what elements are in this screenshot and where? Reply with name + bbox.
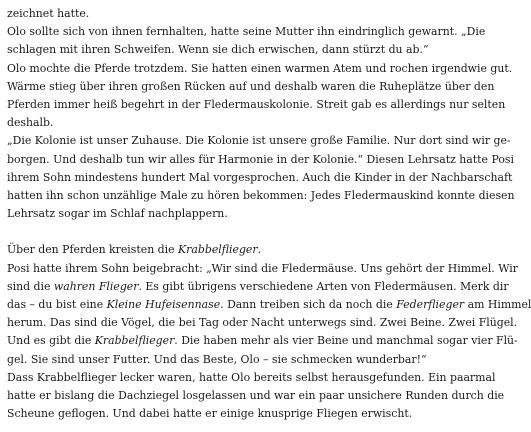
text-run: deshalb. [7,116,54,130]
text-run: ihrem Sohn mindestens hundert Mal vorgesprochen. Auch die Kinder in der Nachbarschaft [7,170,513,184]
text-line [7,278,509,296]
text-run: herum. Das sind die Vögel, die bei Tag oder Nacht unterwegs sind. Zwei Beine. Zwei Flügel. [7,316,518,330]
text-line [7,351,457,369]
text-line [7,41,457,59]
text-line [7,169,513,187]
text-line [7,5,457,23]
text-line [7,96,506,114]
text-run: am Himmel [464,298,531,312]
text-run: borgen. Und deshalb tun wir alles für Harmonie in der Kolonie.“ Diesen Lehrsatz hatte Posi [7,152,514,166]
text-run: . Die haben mehr als vier Beine und manchmal sogar vier Flü- [174,334,518,348]
italic-term: Kleine Hufeisennase [106,298,221,312]
text-line [7,369,496,387]
italic-term: wahren Flieger [53,279,139,293]
text-run: Olo sollte sich von ihnen fernhalten, hatte seine Mutter ihn eindringlich gewarnt. „Die [7,25,486,39]
text-line [7,296,531,314]
paragraph [7,369,505,424]
paragraph [7,60,513,133]
text-run: Olo mochte die Pferde trotzdem. Sie hatten einen warmen Atem und rochen irgendwie gut. [7,61,513,75]
paragraph [7,23,486,59]
text-run: Über den Pferden kreisten die [7,243,179,257]
text-line [7,332,518,350]
text-line [7,114,457,132]
paragraph [7,260,531,369]
text-line [7,23,486,41]
text-line [7,314,518,332]
text-line [7,132,511,150]
text-run: sind die [7,279,54,293]
text-run: hatte er bislang die Dachziegel losgelassen und war ein paar unsichere Runden durch die [7,389,505,403]
text-run: . Dann treiben sich da noch die [220,298,397,312]
text-line [7,60,513,78]
italic-term: Krabbelflieger [178,243,258,257]
text-run: Wärme stieg über ihren großen Rücken auf und deshalb waren die Ruheplätze über den [7,79,495,93]
text-run: zeichnet hatte. [7,7,90,20]
text-run: Lehrsatz sogar im Schlaf nachplappern. [7,207,228,221]
paragraph [7,241,457,259]
italic-term: Federflieger [396,298,465,312]
text-line [7,387,505,405]
text-line [7,187,515,205]
text-run: gel. Sie sind unser Futter. Und das Beste, Olo – sie schmecken wunderbar!“ [7,352,427,366]
italic-term: Krabbelflieger [94,334,175,348]
text-run: Pferden immer heiß begehrt in der Fledermauskolonie. Streit gab es allerdings nur selten [7,98,506,112]
text-line [7,205,457,223]
paragraph [7,132,515,223]
text-run: Scheune geflogen. Und dabei hatte er einige knusprige Fliegen erwischt. [7,407,413,421]
text-line [7,151,514,169]
paragraph-gap [7,223,457,241]
text-line [7,241,457,259]
text-run: Und es gibt die [7,334,95,348]
text-run: das – du bist eine [7,298,107,312]
text-line [7,78,495,96]
text-line [7,260,518,278]
text-run: Posi hatte ihrem Sohn beigebracht: „Wir sind die Fledermäuse. Uns gehört der Himmel. Wir [7,261,518,275]
text-run: „Die Kolonie ist unser Zuhause. Die Kolonie ist unsere große Familie. Nur dort sind wir ge- [7,134,511,148]
text-run: Dass Krabbelflieger lecker waren, hatte Olo bereits selbst herausgefunden. Ein paarmal [7,370,496,384]
text-run: . [257,243,262,257]
text-run: hatten ihn schon unzählige Male zu hören bekommen: Jedes Fledermauskind konnte diesen [7,189,515,203]
text-run: . Es gibt übrigens verschiedene Arten von Fledermäusen. Merk dir [138,279,509,293]
text-run: schlagen mit ihren Schweifen. Wenn sie dich erwischen, dann stürzt du ab.“ [7,43,429,57]
text-line [7,405,457,423]
paragraph [7,5,457,23]
